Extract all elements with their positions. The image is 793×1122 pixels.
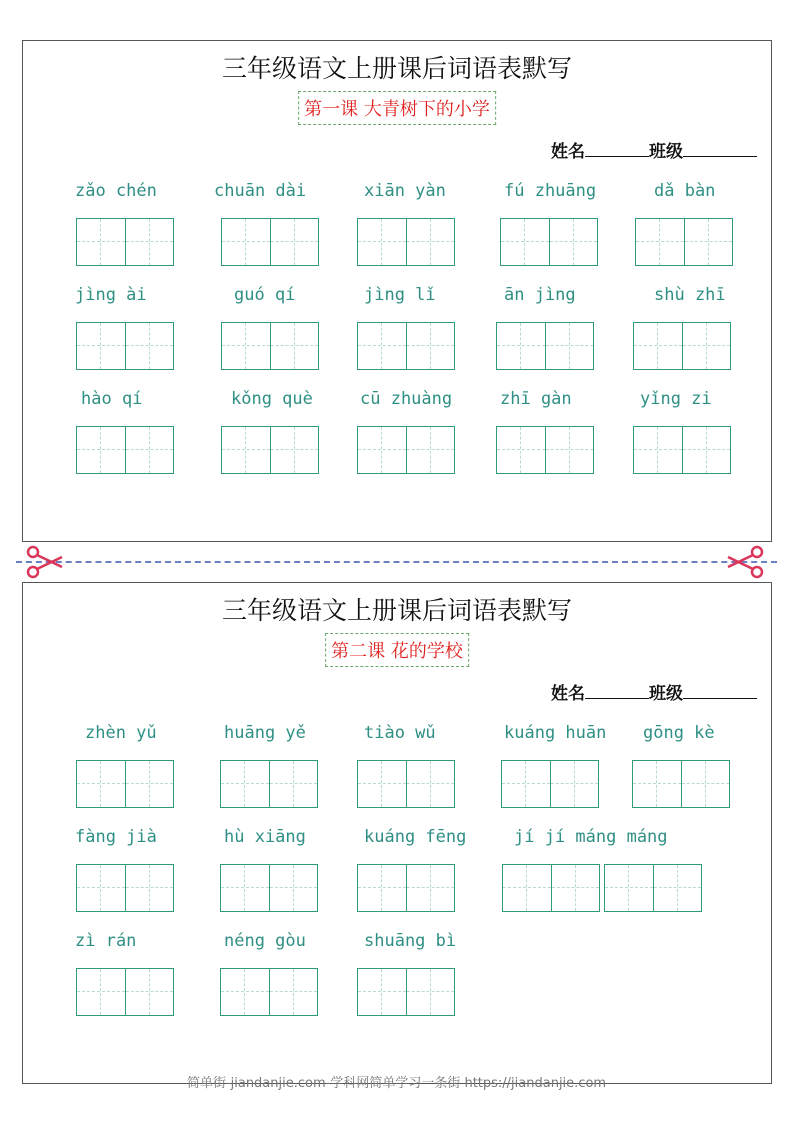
pinyin-label: dǎ bàn bbox=[654, 181, 716, 201]
writing-grid[interactable] bbox=[633, 322, 731, 370]
grid-cell bbox=[125, 323, 173, 369]
writing-grid[interactable] bbox=[76, 426, 174, 474]
writing-grid-four-second[interactable] bbox=[604, 864, 702, 912]
grid-cell bbox=[222, 323, 270, 369]
grid-cell bbox=[406, 969, 454, 1015]
grid-cell bbox=[497, 323, 545, 369]
pinyin-label: chuān dài bbox=[214, 181, 307, 201]
writing-grid[interactable] bbox=[76, 968, 174, 1016]
grid-cell bbox=[125, 761, 173, 807]
pinyin-label: shù zhī bbox=[654, 285, 726, 305]
footer-source: 简单街-jiandanjie.com-学科网简单学习一条街 https://jiandanjie.com bbox=[186, 1076, 607, 1091]
pinyin-label: tiào wǔ bbox=[364, 723, 436, 743]
grid-cell bbox=[222, 219, 270, 265]
grid-cell bbox=[77, 969, 125, 1015]
writing-grid[interactable] bbox=[632, 760, 730, 808]
grid-cell bbox=[549, 219, 597, 265]
name-blank[interactable] bbox=[585, 140, 649, 157]
grid-cell bbox=[221, 865, 269, 911]
writing-grid[interactable] bbox=[357, 322, 455, 370]
pinyin-label: fú zhuāng bbox=[504, 181, 597, 201]
grid-cell bbox=[77, 761, 125, 807]
writing-grid[interactable] bbox=[221, 218, 319, 266]
writing-grid[interactable] bbox=[357, 968, 455, 1016]
grid-cell bbox=[406, 323, 454, 369]
pinyin-label: néng gòu bbox=[224, 931, 306, 951]
grid-cell bbox=[634, 427, 682, 473]
pinyin-label: zì rán bbox=[75, 931, 137, 951]
grid-cell bbox=[406, 219, 454, 265]
grid-cell bbox=[125, 865, 173, 911]
grid-cell bbox=[406, 761, 454, 807]
pinyin-label: jìng ài bbox=[75, 285, 147, 305]
grid-cell bbox=[682, 427, 730, 473]
writing-grid[interactable] bbox=[221, 426, 319, 474]
worksheet-lesson-1 bbox=[22, 40, 772, 542]
cut-line bbox=[16, 561, 777, 563]
writing-grid[interactable] bbox=[221, 322, 319, 370]
name-label: 姓名 bbox=[551, 684, 585, 704]
grid-cell bbox=[605, 865, 653, 911]
worksheet-title: 三年级语文上册课后词语表默写 bbox=[221, 54, 572, 83]
writing-grid[interactable] bbox=[76, 322, 174, 370]
grid-cell bbox=[269, 969, 317, 1015]
grid-cell bbox=[270, 219, 318, 265]
grid-cell bbox=[634, 323, 682, 369]
name-label: 姓名 bbox=[551, 142, 585, 162]
grid-cell bbox=[633, 761, 681, 807]
grid-cell bbox=[77, 323, 125, 369]
writing-grid[interactable] bbox=[500, 218, 598, 266]
pinyin-label: zhī gàn bbox=[500, 389, 572, 409]
writing-grid[interactable] bbox=[220, 760, 318, 808]
writing-grid[interactable] bbox=[496, 426, 594, 474]
pinyin-label: hào qí bbox=[81, 389, 143, 409]
grid-cell bbox=[77, 427, 125, 473]
grid-cell bbox=[77, 865, 125, 911]
grid-cell bbox=[269, 865, 317, 911]
pinyin-label: jìng lǐ bbox=[364, 285, 436, 305]
grid-cell bbox=[550, 761, 598, 807]
writing-grid[interactable] bbox=[220, 864, 318, 912]
name-class-bar bbox=[551, 679, 757, 704]
pinyin-label: kǒng què bbox=[231, 389, 313, 409]
worksheet-title: 三年级语文上册课后词语表默写 bbox=[221, 596, 572, 625]
grid-cell bbox=[222, 427, 270, 473]
pinyin-label: fàng jià bbox=[75, 827, 157, 847]
grid-cell bbox=[358, 427, 406, 473]
name-blank[interactable] bbox=[585, 682, 649, 699]
pinyin-label: cū zhuàng bbox=[360, 389, 453, 409]
grid-cell bbox=[551, 865, 599, 911]
pinyin-label: gōng kè bbox=[643, 723, 715, 743]
class-label: 班级 bbox=[649, 684, 683, 704]
grid-cell bbox=[358, 323, 406, 369]
pinyin-label: kuáng huān bbox=[504, 723, 607, 743]
pinyin-label: zǎo chén bbox=[75, 181, 157, 201]
writing-grid[interactable] bbox=[496, 322, 594, 370]
pinyin-label: guó qí bbox=[234, 285, 296, 305]
grid-cell bbox=[681, 761, 729, 807]
writing-grid[interactable] bbox=[357, 426, 455, 474]
writing-grid[interactable] bbox=[357, 864, 455, 912]
grid-cell bbox=[270, 427, 318, 473]
grid-cell bbox=[545, 427, 593, 473]
pinyin-label: ān jìng bbox=[504, 285, 576, 305]
grid-cell bbox=[358, 219, 406, 265]
grid-cell bbox=[77, 219, 125, 265]
grid-cell bbox=[358, 969, 406, 1015]
grid-cell bbox=[221, 761, 269, 807]
grid-cell bbox=[125, 219, 173, 265]
writing-grid[interactable] bbox=[633, 426, 731, 474]
writing-grid[interactable] bbox=[357, 218, 455, 266]
class-blank[interactable] bbox=[683, 682, 757, 699]
scissors-icon bbox=[726, 545, 764, 579]
worksheet-lesson-2 bbox=[22, 582, 772, 1084]
writing-grid-four[interactable] bbox=[502, 864, 600, 912]
pinyin-label: jí jí máng máng bbox=[514, 827, 668, 847]
grid-cell bbox=[221, 969, 269, 1015]
lesson-heading: 第一课 大青树下的小学 bbox=[298, 91, 496, 125]
class-blank[interactable] bbox=[683, 140, 757, 157]
writing-grid[interactable] bbox=[76, 760, 174, 808]
scissors-icon bbox=[26, 545, 64, 579]
writing-grid[interactable] bbox=[76, 864, 174, 912]
pinyin-label: hù xiāng bbox=[224, 827, 306, 847]
pinyin-label: yǐng zi bbox=[640, 389, 712, 409]
pinyin-label: huāng yě bbox=[224, 723, 306, 743]
writing-grid[interactable] bbox=[357, 760, 455, 808]
grid-cell bbox=[501, 219, 549, 265]
grid-cell bbox=[358, 865, 406, 911]
pinyin-label: zhèn yǔ bbox=[85, 723, 157, 743]
grid-cell bbox=[358, 761, 406, 807]
grid-cell bbox=[269, 761, 317, 807]
grid-cell bbox=[653, 865, 701, 911]
grid-cell bbox=[125, 427, 173, 473]
grid-cell bbox=[682, 323, 730, 369]
grid-cell bbox=[545, 323, 593, 369]
grid-cell bbox=[684, 219, 732, 265]
pinyin-label: shuāng bì bbox=[364, 931, 457, 951]
grid-cell bbox=[636, 219, 684, 265]
writing-grid[interactable] bbox=[220, 968, 318, 1016]
writing-grid[interactable] bbox=[635, 218, 733, 266]
writing-grid[interactable] bbox=[501, 760, 599, 808]
writing-grid[interactable] bbox=[76, 218, 174, 266]
pinyin-label: xiān yàn bbox=[364, 181, 446, 201]
name-class-bar bbox=[551, 137, 757, 162]
grid-cell bbox=[406, 865, 454, 911]
lesson-heading: 第二课 花的学校 bbox=[325, 633, 469, 667]
class-label: 班级 bbox=[649, 142, 683, 162]
grid-cell bbox=[125, 969, 173, 1015]
grid-cell bbox=[270, 323, 318, 369]
pinyin-label: kuáng fēng bbox=[364, 827, 467, 847]
grid-cell bbox=[406, 427, 454, 473]
grid-cell bbox=[503, 865, 551, 911]
grid-cell bbox=[502, 761, 550, 807]
grid-cell bbox=[497, 427, 545, 473]
